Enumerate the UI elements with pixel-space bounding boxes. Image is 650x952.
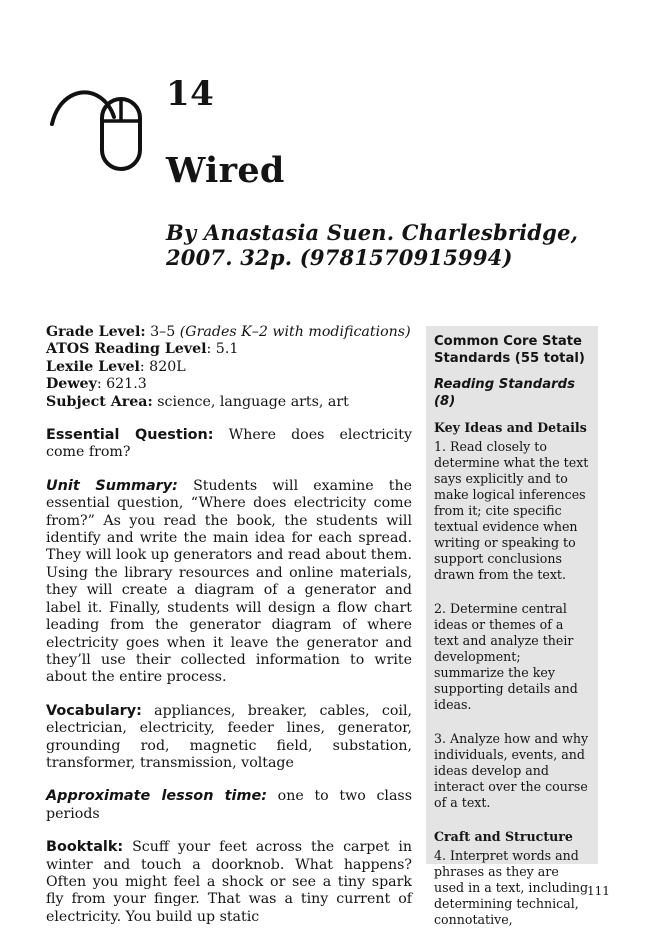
- vocabulary: [46, 703, 412, 773]
- atos-label: ATOS Reading Level: [46, 341, 207, 358]
- unit-summary-text: Students will examine the essential question, “Where does electricity come from?” As you read the book, the students will identify and write the main idea for each spread. They will look up generators and read about them. Using the library resources and online materials, they will create a diagram of a generator and label it. Finally, students will design a flow chart leading from the generator diagram of where electricity goes when it leave the generator and they’ll use their collected information to write about the entire process.: [46, 477, 412, 686]
- lexile-label: Lexile Level: [46, 358, 140, 375]
- unit-summary: [46, 478, 412, 687]
- unit-summary-label: Unit Summary:: [46, 477, 178, 494]
- standard-item-1: 1. Read closely to determine what the text says explicitly and to make logical inferences from it; cite specific textual evidence when writing or speaking to support conclusions drawn from the text.: [434, 439, 589, 582]
- subject-value: science, language arts, art: [157, 393, 349, 410]
- sidebar-subtitle: Reading Standards (8): [434, 377, 575, 409]
- page-number: 111: [587, 884, 610, 898]
- computer-mouse-icon: [48, 77, 148, 177]
- lesson-time-text: one to two class periods: [46, 788, 412, 822]
- dewey-value: : 621.3: [96, 376, 147, 393]
- lexile-value: : 820L: [139, 358, 186, 375]
- vocabulary-label: Vocabulary:: [46, 702, 142, 719]
- atos-value: : 5.1: [206, 341, 239, 358]
- book-metadata: [46, 324, 412, 411]
- booktalk-text: Scuff your feet across the carpet in winter and touch a doorknob. What happens? Often you might feel a shock or see a tiny spark fly from your finger. That was a tiny current of electricity. You build up static: [46, 839, 412, 925]
- main-column: [46, 324, 412, 926]
- dewey-label: Dewey: [46, 376, 97, 393]
- lesson-time: [46, 788, 412, 823]
- grade-level-label: Grade Level:: [46, 324, 146, 340]
- lesson-time-label: Approximate lesson time:: [46, 788, 267, 805]
- essential-question-text: Where does electricity come from?: [46, 427, 412, 461]
- sidebar-title: Common Core State Standards (55 total): [434, 334, 585, 366]
- standard-item-4: 4. Interpret words and phrases as they are used in a text, including determining technical, connotative,: [434, 848, 589, 927]
- chapter-number: 14: [166, 74, 215, 114]
- standards-sidebar: [426, 326, 598, 927]
- vocabulary-text: appliances, breaker, cables, coil, electrician, electricity, feeder lines, generator, grounding rod, magnetic field, substation, transformer, transmission, voltage: [46, 702, 412, 771]
- atos-line: [46, 341, 412, 358]
- lexile-line: [46, 359, 412, 376]
- subject-label: Subject Area:: [46, 393, 153, 410]
- booktalk: [46, 839, 412, 926]
- grade-level-value: 3–5: [150, 324, 176, 340]
- grade-level-line: [46, 324, 412, 341]
- dewey-line: [46, 376, 412, 393]
- booktalk-label: Booktalk:: [46, 839, 124, 856]
- book-citation: By Anastasia Suen. Charlesbridge, 2007. 32p. (9781570915994): [166, 220, 579, 270]
- section-key-ideas: Key Ideas and Details: [434, 420, 587, 435]
- standard-item-3: 3. Analyze how and why individuals, events, and ideas develop and interact over the course of a text.: [434, 731, 589, 810]
- section-craft-structure: Craft and Structure: [434, 829, 573, 844]
- standard-item-2: 2. Determine central ideas or themes of a text and analyze their development; summarize the key supporting details and ideas.: [434, 601, 578, 712]
- grade-level-note: (Grades K–2 with modifications): [179, 324, 411, 340]
- subject-line: [46, 394, 412, 411]
- essential-question-label: Essential Question:: [46, 427, 214, 444]
- essential-question: [46, 427, 412, 462]
- chapter-title: Wired: [166, 150, 285, 191]
